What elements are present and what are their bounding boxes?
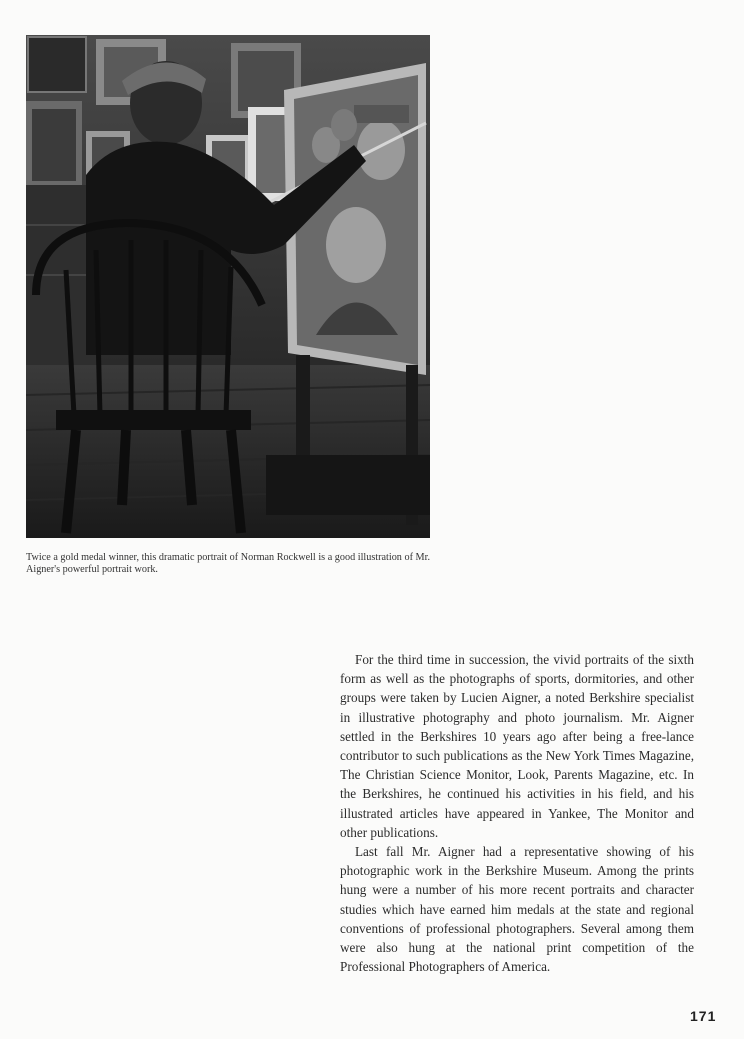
article-body	[340, 650, 694, 976]
photograph-artist-painting	[26, 35, 430, 538]
photo-caption: Twice a gold medal winner, this dramatic portrait of Norman Rockwell is a good illustration of Mr. Aigner's powerful portrait work.	[26, 552, 430, 575]
article-paragraph: Last fall Mr. Aigner had a representative showing of his photographic work in the Berkshire Museum. Among the prints hung were a number of his more recent portraits and character studies which have earned him medals at the state and regional conventions of professional photographers. Several among them were also hung at the national print competition of the Professional Photographers of America.	[340, 844, 694, 975]
page-number: 171	[690, 1008, 717, 1024]
photo-illustration	[26, 35, 430, 538]
article-paragraph: For the third time in succession, the vivid portraits of the sixth form as well as the photographs of sports, dormitories, and other groups were taken by Lucien Aigner, a noted Berkshire specialist in illustrative photography and photo journalism. Mr. Aigner settled in the Berkshires 10 years ago after being a free-lance contributor to such publications as the New York Times Magazine, The Christian Science Monitor, Look, Parents Magazine, etc. In the Berkshires, he continued his activities in his field, and his illustrated articles have appeared in Yankee, The Monitor and other publications.	[340, 652, 694, 840]
